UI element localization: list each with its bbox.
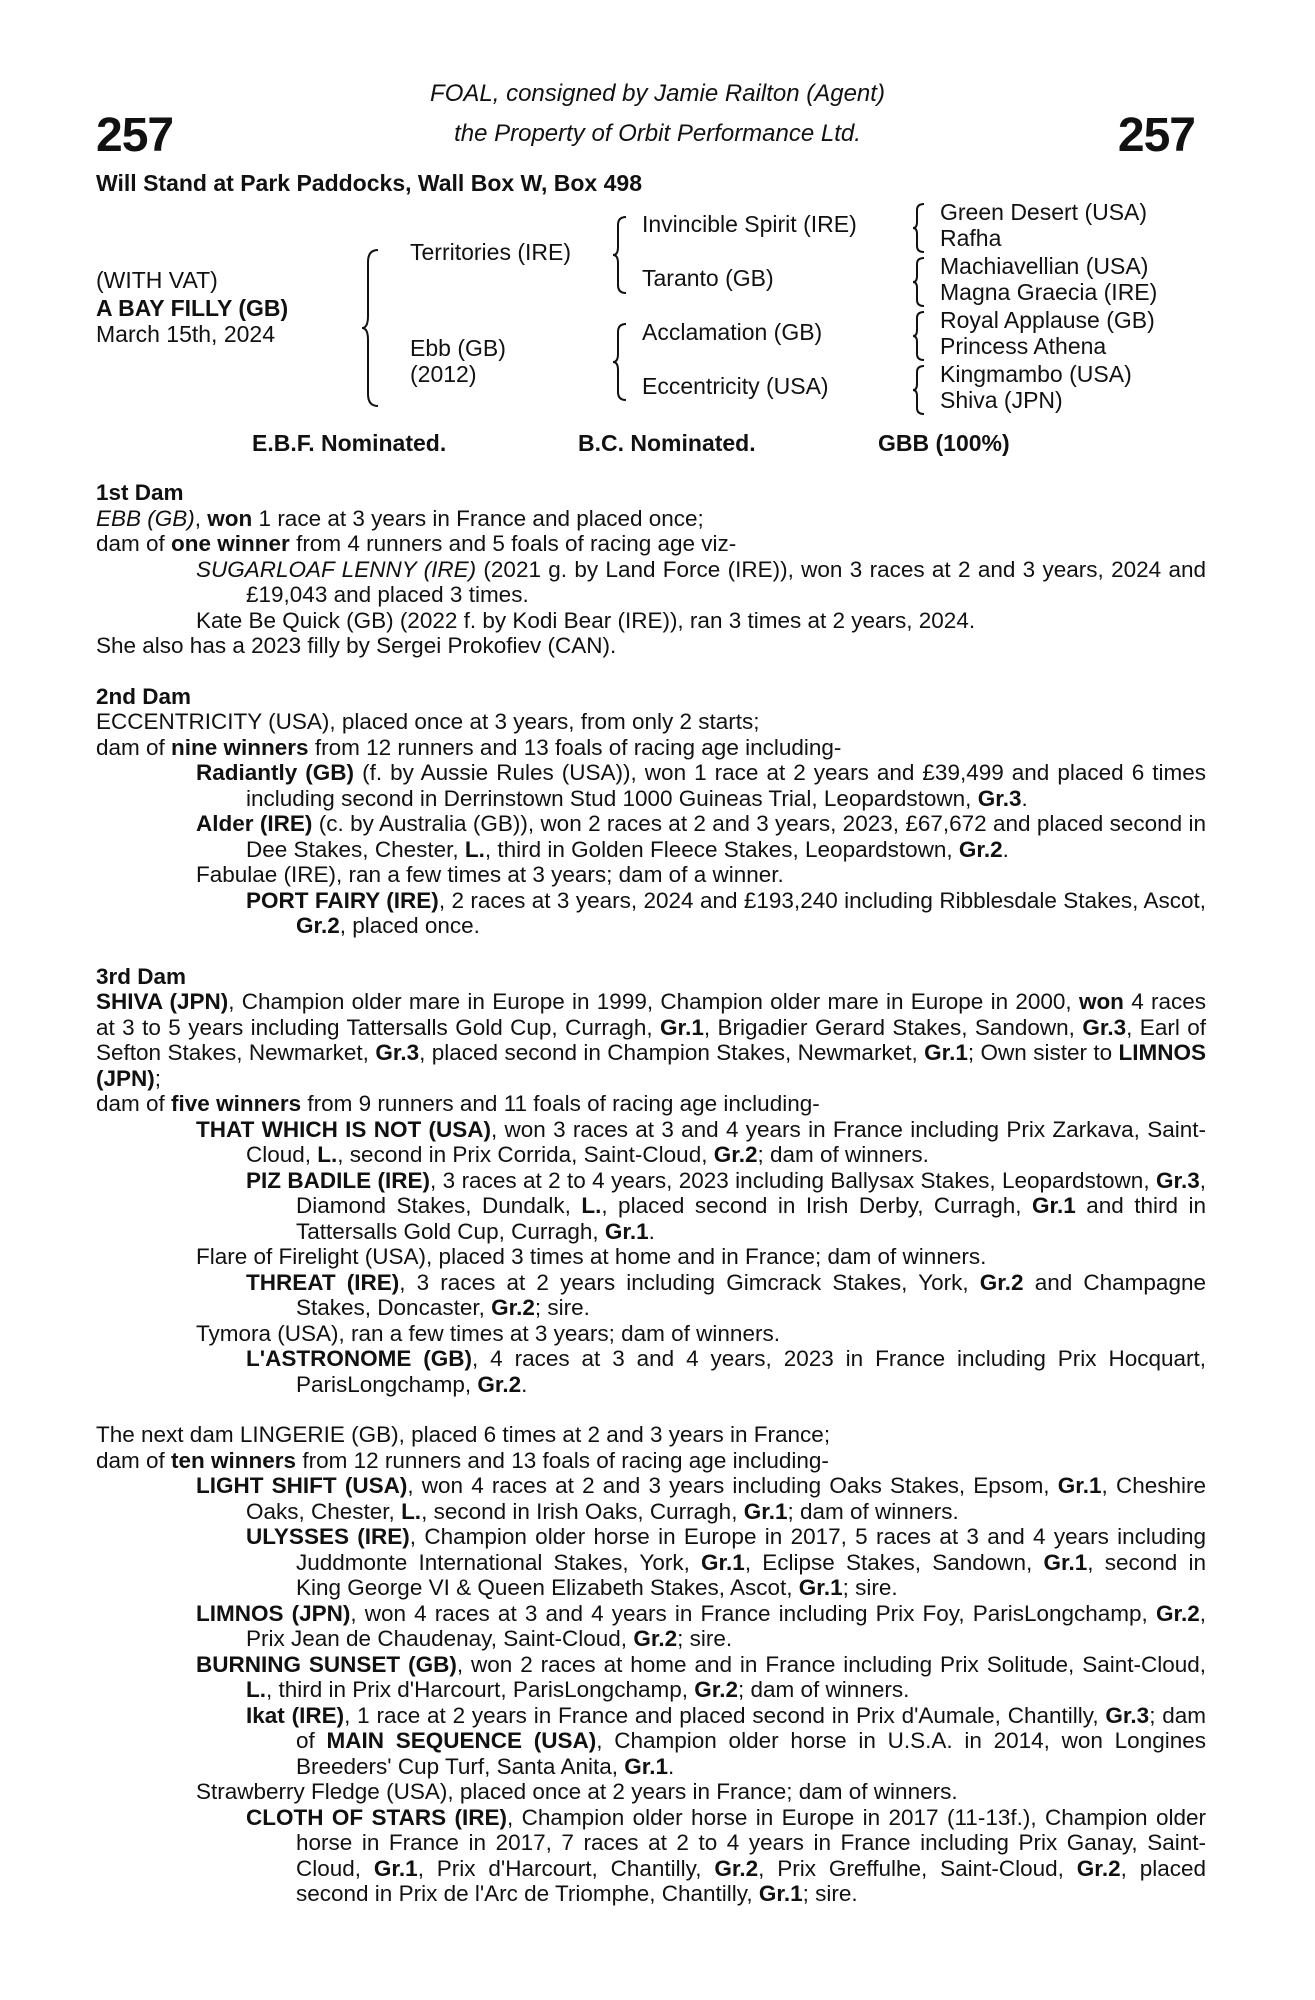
consignor-line: FOAL, consigned by Jamie Railton (Agent) <box>430 80 885 107</box>
progeny-entry: SUGARLOAF LENNY (IRE) (2021 g. by Land Force (IRE)), won 3 races at 2 and 3 years, 2024 and £19,043 and placed 3 times. <box>196 556 1206 607</box>
gbb-note: GBB (100%) <box>878 430 1010 456</box>
progeny-entry: Kate Be Quick (GB) (2022 f. by Kodi Bear (IRE)), ran 3 times at 2 years, 2024. <box>196 607 976 633</box>
section-heading: 3rd Dam <box>96 963 187 989</box>
dam-year: (2012) <box>410 361 477 387</box>
dam-sire: Acclamation (GB) <box>642 319 823 345</box>
horse-name: A BAY FILLY (GB) <box>96 295 289 321</box>
ggs-4: Magna Graecia (IRE) <box>940 279 1158 305</box>
sire-dam: Taranto (GB) <box>642 265 774 291</box>
progeny-entry: Fabulae (IRE), ran a few times at 3 years; dam of a winner. <box>196 862 784 887</box>
dam-dam: Eccentricity (USA) <box>642 373 829 399</box>
ggs-8: Shiva (JPN) <box>940 387 1063 413</box>
ggs-7: Kingmambo (USA) <box>940 361 1132 387</box>
progeny-entry: CLOTH OF STARS (IRE), Champion older horse in Europe in 2017 (11-13f.), Champion older horse in France in 2017, 7 races at 2 to 4 years in France including Prix Ganay, Saint-Cloud, Gr.1, Prix d'Harcourt, Chantilly, Gr.2, Prix Greffulhe, Saint-Cloud, Gr.2, placed second in Prix de l'Arc de Triomphe, Chantilly, Gr.1; sire. <box>246 1804 1206 1906</box>
progeny-entry: Radiantly (GB) (f. by Aussie Rules (USA)), won 1 race at 2 years and £39,499 and placed 6 times including second in Derrinstown Stud 1000 Guineas Trial, Leopardstown, Gr.3. <box>196 760 1206 811</box>
progeny-entry: Alder (IRE) (c. by Australia (GB)), won 2 races at 2 and 3 years, 2023, £67,672 and placed second in Dee Stakes, Chester, L., third in Golden Fleece Stakes, Leopardstown, Gr.2. <box>196 811 1206 862</box>
ggs-5: Royal Applause (GB) <box>940 307 1155 333</box>
foaling-date: March 15th, 2024 <box>96 321 276 347</box>
brace-g1 <box>912 202 926 254</box>
ggs-6: Princess Athena <box>940 333 1107 359</box>
brace-g4 <box>912 364 926 416</box>
brace-g2 <box>912 256 926 308</box>
lot-number-right: 257 <box>1117 109 1195 162</box>
lot-number-left: 257 <box>96 109 174 162</box>
third-dam-section: 3rd Dam SHIVA (JPN), Champion older mare in Europe in 1999, Champion older mare in Europe in 2000, won 4 races at 3 to 5 years including Tattersalls Gold Cup, Curragh, Gr.1, Brigadier Gerard Stakes, Sandown, Gr.3, Earl of Sefton Stakes, Newmarket, Gr.3, placed second in Champion Stakes, Newmarket, Gr.1; Own sister to LIMNOS (JPN); dam of five winners from 9 runners and 11 foals of racing age including- THAT WHICH IS NOT (USA), won 3 races at 3 and 4 years in France including Prix Zarkava, Saint-Cloud, L., second in Prix Corrida, Saint-Cloud, Gr.2; dam of winners. PIZ BADILE (IRE), 3 races at 2 to 4 years, 2023 including Ballysax Stakes, Leopardstown, Gr.3, Diamond Stakes, Dundalk, L., placed second in Irish Derby, Curragh, Gr.1 and third in Tattersalls Gold Cup, Curragh, Gr.1. Flare of Firelight (USA), placed 3 times at home and in France; dam of winners. THREAT (IRE), 3 races at 2 years including Gimcrack Stakes, York, Gr.2 and Champagne Stakes, Doncaster, Gr.2; sire. Tymora (USA), ran a few times at 3 years; dam of winners. L'ASTRONOME (GB), 4 races at 3 and 4 years, 2023 in France including Prix Hocquart, ParisLongchamp, Gr.2. <box>96 963 1207 1397</box>
progeny-entry: Tymora (USA), ran a few times at 3 years; dam of winners. <box>196 1320 780 1346</box>
progeny-entry: PORT FAIRY (IRE), 2 races at 3 years, 2024 and £193,240 including Ribblesdale Stakes, Ascot, Gr.2, placed once. <box>246 887 1207 938</box>
ggs-3: Machiavellian (USA) <box>940 253 1149 279</box>
brace-dam <box>612 322 628 402</box>
ebf-nomination: E.B.F. Nominated. <box>252 430 447 456</box>
progeny-entry: BURNING SUNSET (GB), won 2 races at home and in France including Prix Solitude, Saint-Cloud, L., third in Prix d'Harcourt, ParisLongchamp, Gr.2; dam of winners. <box>196 1651 1207 1702</box>
section-heading: 2nd Dam <box>96 683 192 709</box>
brace-sire <box>612 215 628 295</box>
catalogue-body <box>96 480 1206 1907</box>
progeny-entry: Strawberry Fledge (USA), placed once at 2 years in France; dam of winners. <box>196 1779 958 1804</box>
dam: Ebb (GB) <box>410 335 506 361</box>
vat-note: (WITH VAT) <box>96 267 218 293</box>
sire-sire: Invincible Spirit (IRE) <box>642 211 857 237</box>
bc-nomination: B.C. Nominated. <box>578 430 756 456</box>
dam-name: EBB (GB) <box>96 505 195 531</box>
progeny-entry: Flare of Firelight (USA), placed 3 times at home and in France; dam of winners. <box>196 1244 987 1269</box>
progeny-entry: THREAT (IRE), 3 races at 2 years including Gimcrack Stakes, York, Gr.2 and Champagne Stakes, Doncaster, Gr.2; sire. <box>246 1269 1206 1320</box>
ggs-2: Rafha <box>940 225 1002 251</box>
brace-g3 <box>912 310 926 362</box>
next-dam-section: The next dam LINGERIE (GB), placed 6 times at 2 and 3 years in France; dam of ten winners from 12 runners and 13 foals of racing age including- LIGHT SHIFT (USA), won 4 races at 2 and 3 years including Oaks Stakes, Epsom, Gr.1, Cheshire Oaks, Chester, L., second in Irish Oaks, Curragh, Gr.1; dam of winners. ULYSSES (IRE), Champion older horse in Europe in 2017, 5 races at 3 and 4 years including Juddmonte International Stakes, York, Gr.1, Eclipse Stakes, Sandown, Gr.1, second in King George VI & Queen Elizabeth Stakes, Ascot, Gr.1; sire. LIMNOS (JPN), won 4 races at 3 and 4 years in France including Prix Foy, ParisLongchamp, Gr.2, Prix Jean de Chaudenay, Saint-Cloud, Gr.2; sire. BURNING SUNSET (GB), won 2 races at home and in France including Prix Solitude, Saint-Cloud, L., third in Prix d'Harcourt, ParisLongchamp, Gr.2; dam of winners. Ikat (IRE), 1 race at 2 years in France and placed second in Prix d'Aumale, Chantilly, Gr.3; dam of MAIN SEQUENCE (USA), Champion older horse in U.S.A. in 2014, won Longines Breeders' Cup Turf, Santa Anita, Gr.1. Strawberry Fledge (USA), placed once at 2 years in France; dam of winners. CLOTH OF STARS (IRE), Champion older horse in Europe in 2017 (11-13f.), Champion older horse in France in 2017, 7 races at 2 to 4 years in France including Prix Ganay, Saint-Cloud, Gr.1, Prix d'Harcourt, Chantilly, Gr.2, Prix Greffulhe, Saint-Cloud, Gr.2, placed second in Prix de l'Arc de Triomphe, Chantilly, Gr.1; sire. <box>96 1422 1207 1906</box>
progeny-entry: THAT WHICH IS NOT (USA), won 3 races at 3 and 4 years in France including Prix Zarkava, Saint-Cloud, L., second in Prix Corrida, Saint-Cloud, Gr.2; dam of winners. <box>196 1116 1206 1167</box>
progeny-entry: PIZ BADILE (IRE), 3 races at 2 to 4 years, 2023 including Ballysax Stakes, Leopardstown, Gr.3, Diamond Stakes, Dundalk, L., placed second in Irish Derby, Curragh, Gr.1 and third in Tattersalls Gold Cup, Curragh, Gr.1. <box>246 1167 1207 1244</box>
sire: Territories (IRE) <box>410 239 572 265</box>
progeny-entry: Ikat (IRE), 1 race at 2 years in France and placed second in Prix d'Aumale, Chantilly, Gr.3; dam of MAIN SEQUENCE (USA), Champion older horse in U.S.A. in 2014, won Longines Breeders' Cup Turf, Santa Anita, Gr.1. <box>246 1702 1207 1779</box>
brace-main <box>360 248 380 408</box>
progeny-entry: L'ASTRONOME (GB), 4 races at 3 and 4 years, 2023 in France including Prix Hocquart, ParisLongchamp, Gr.2. <box>246 1346 1206 1397</box>
progeny-entry: ULYSSES (IRE), Champion older horse in Europe in 2017, 5 races at 3 and 4 years including Juddmonte International Stakes, York, Gr.1, Eclipse Stakes, Sandown, Gr.1, second in King George VI & Queen Elizabeth Stakes, Ascot, Gr.1; sire. <box>246 1524 1206 1600</box>
property-line: the Property of Orbit Performance Ltd. <box>454 120 861 147</box>
section-heading: 1st Dam <box>96 480 184 505</box>
first-dam-section: 1st Dam EBB (GB), won 1 race at 3 years in France and placed once; dam of one winner from 4 runners and 5 foals of racing age viz- SUGARLOAF LENNY (IRE) (2021 g. by Land Force (IRE)), won 3 races at 2 and 3 years, 2024 and £19,043 and placed 3 times. Kate Be Quick (GB) (2022 f. by Kodi Bear (IRE)), ran 3 times at 2 years, 2024. She also has a 2023 filly by Sergei Prokofiev (CAN). <box>96 480 1206 658</box>
second-dam-section: 2nd Dam ECCENTRICITY (USA), placed once at 3 years, from only 2 starts; dam of nine winners from 12 runners and 13 foals of racing age including- Radiantly (GB) (f. by Aussie Rules (USA)), won 1 race at 2 years and £39,499 and placed 6 times including second in Derrinstown Stud 1000 Guineas Trial, Leopardstown, Gr.3. Alder (IRE) (c. by Australia (GB)), won 2 races at 2 and 3 years, 2023, £67,672 and placed second in Dee Stakes, Chester, L., third in Golden Fleece Stakes, Leopardstown, Gr.2. Fabulae (IRE), ran a few times at 3 years; dam of a winner. PORT FAIRY (IRE), 2 races at 3 years, 2024 and £193,240 including Ribblesdale Stakes, Ascot, Gr.2, placed once. <box>96 683 1207 938</box>
ggs-1: Green Desert (USA) <box>940 199 1148 225</box>
progeny-entry: LIGHT SHIFT (USA), won 4 races at 2 and 3 years including Oaks Stakes, Epsom, Gr.1, Cheshire Oaks, Chester, L., second in Irish Oaks, Curragh, Gr.1; dam of winners. <box>196 1473 1207 1524</box>
stand-location: Will Stand at Park Paddocks, Wall Box W, Box 498 <box>96 170 642 196</box>
progeny-entry: LIMNOS (JPN), won 4 races at 3 and 4 years in France including Prix Foy, ParisLongchamp, Gr.2, Prix Jean de Chaudenay, Saint-Cloud, Gr.2; sire. <box>196 1600 1206 1651</box>
